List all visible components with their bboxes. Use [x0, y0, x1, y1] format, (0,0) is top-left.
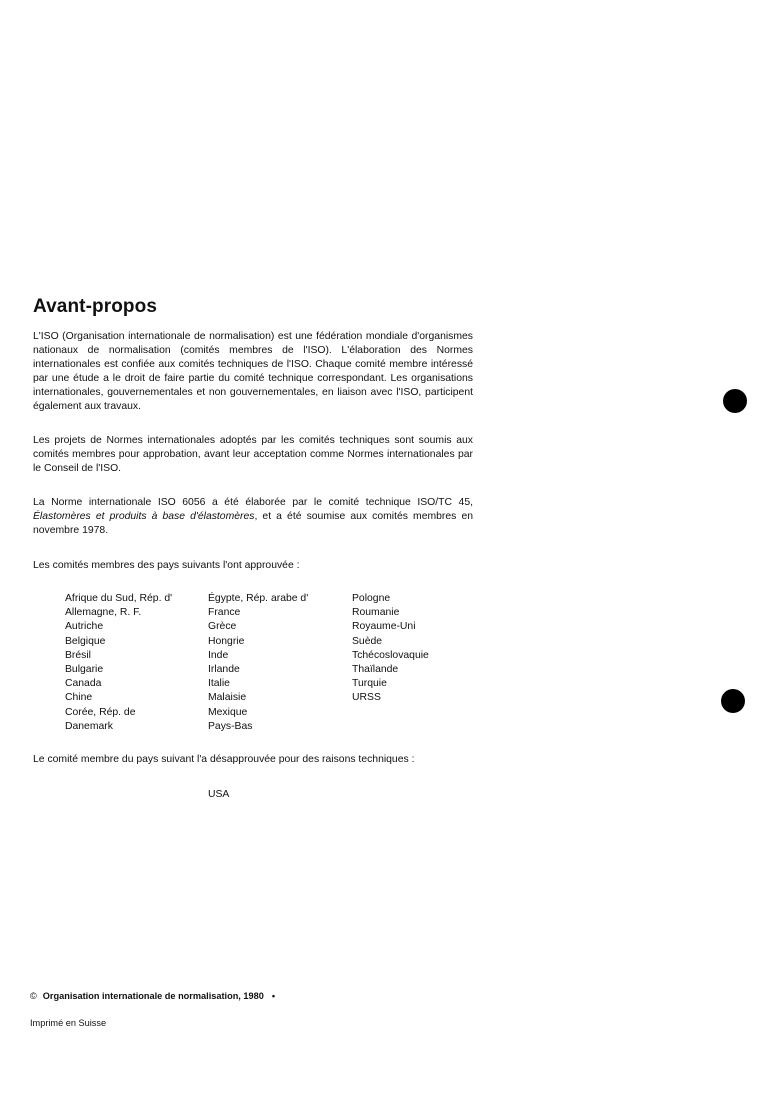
copyright-text: Organisation internationale de normalisation, 1980: [42, 991, 264, 1001]
paragraph-iso-6056-part1: La Norme internationale ISO 6056 a été élaborée par le comité technique ISO/TC 45,: [33, 497, 473, 508]
country-item: Corée, Rép. de: [65, 706, 136, 718]
page-title: Avant-propos: [33, 296, 157, 317]
country-item: Thaïlande: [352, 664, 399, 676]
country-item: Danemark: [65, 720, 113, 732]
approval-intro: Les comités membres des pays suivants l'ont approuvée :: [33, 560, 300, 571]
approved-countries-column-1: [65, 592, 172, 734]
copyright-notice: [30, 991, 275, 1001]
country-item: Irlande: [208, 664, 240, 676]
country-item: Malaisie: [208, 692, 247, 704]
committee-title: Élastomères et produits à base d'élastomères: [33, 511, 255, 522]
country-item: Pologne: [352, 593, 391, 604]
country-item: Brésil: [65, 649, 91, 661]
country-item: Grèce: [208, 621, 237, 633]
country-item: Suède: [352, 635, 383, 647]
country-item: Roumanie: [352, 607, 400, 619]
paragraph-iso-6056: [33, 496, 473, 538]
country-item: Égypte, Rép. arabe d': [208, 593, 309, 604]
country-item: Mexique: [208, 706, 248, 718]
copyright-icon: ©: [30, 991, 37, 1001]
approved-countries-column-3: [352, 592, 429, 706]
country-item: Inde: [208, 649, 229, 661]
country-item: Royaume-Uni: [352, 621, 416, 633]
country-item: Allemagne, R. F.: [65, 607, 142, 619]
punch-hole-icon: [721, 689, 745, 713]
disapproving-country: USA: [208, 789, 230, 800]
bullet-icon: •: [271, 991, 276, 1001]
punch-hole-icon: [723, 389, 747, 413]
country-item: Turquie: [352, 678, 387, 690]
paragraph-iso-6056-part2: , et a été soumise aux comités membres en novembre 1978.: [33, 511, 474, 536]
country-item: Afrique du Sud, Rép. d': [65, 593, 173, 604]
country-item: Tchécoslovaquie: [352, 649, 429, 661]
country-item: Belgique: [65, 635, 106, 647]
country-item: Italie: [208, 678, 230, 690]
paragraph-draft-standards: Les projets de Normes internationales adoptés par les comités techniques sont soumis aux comités membres pour approbation, avant leur acceptation comme Normes internationales par le Conseil de l'ISO.: [33, 435, 473, 474]
country-item: Bulgarie: [65, 664, 104, 676]
disapproval-intro: Le comité membre du pays suivant l'a désapprouvée pour des raisons techniques :: [33, 754, 415, 765]
country-item: Chine: [65, 692, 93, 704]
country-item: Autriche: [65, 621, 104, 633]
country-item: Canada: [65, 678, 102, 690]
country-item: France: [208, 607, 241, 619]
paragraph-iso-intro: L'ISO (Organisation internationale de normalisation) est une fédération mondiale d'organismes nationaux de normalisation (comités membres de l'ISO). L'élaboration des Normes internationales est confiée aux comités techniques de l'ISO. Chaque comité membre intéressé par une étude a le droit de faire partie du comité technique correspondant. Les organisations internationales, gouvernementales et non gouvernementales, en liaison avec l'ISO, participent également aux travaux.: [33, 331, 473, 412]
country-item: URSS: [352, 692, 381, 704]
approved-countries-column-2: [208, 592, 308, 734]
printed-in-notice: Imprimé en Suisse: [30, 1018, 107, 1028]
country-item: Hongrie: [208, 635, 245, 647]
country-item: Pays-Bas: [208, 720, 253, 732]
